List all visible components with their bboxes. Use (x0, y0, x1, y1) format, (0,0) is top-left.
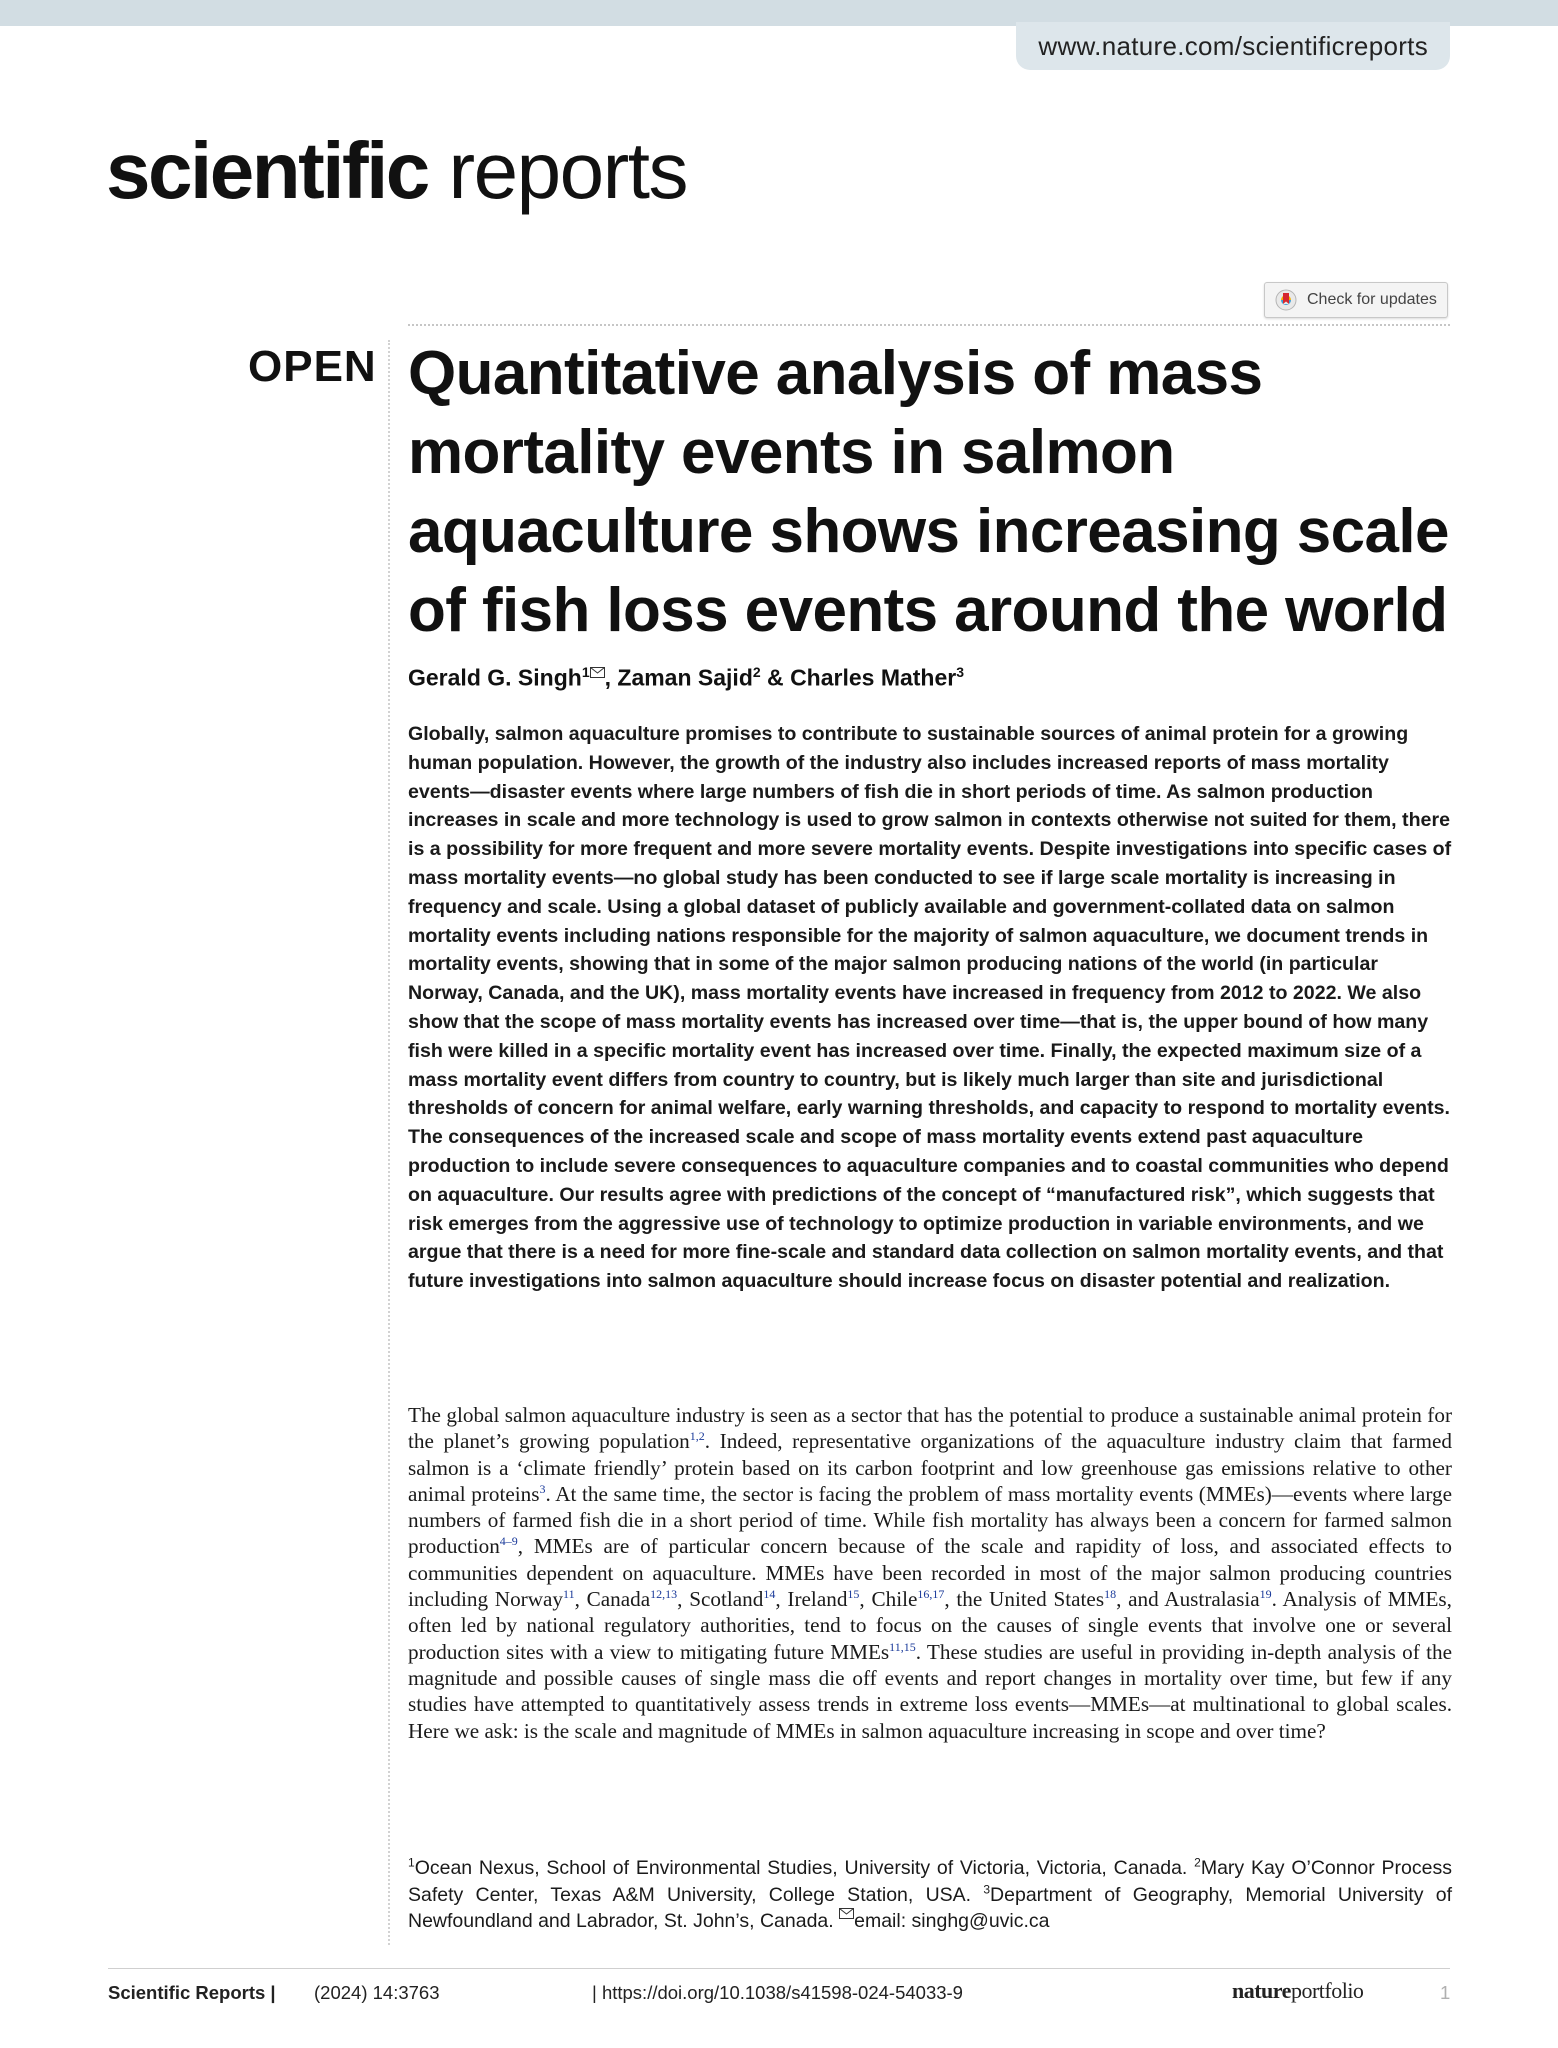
text-run: , and Australasia (1116, 1587, 1260, 1612)
author-name[interactable]: Charles Mather (790, 664, 957, 691)
journal-logo-bold: scientific (106, 126, 428, 215)
citation-ref[interactable]: 1,2 (689, 1429, 705, 1444)
email-icon (590, 667, 605, 678)
text-run: . At the same time, the sector is facing the problem of mass mortality events (MMEs)—events where large numbers of farmed fish die in a short period of time. While fish mortality has always been a concern for farmed salmon production (408, 1481, 1452, 1559)
open-access-label: OPEN (248, 342, 377, 391)
citation-ref[interactable]: 3 (539, 1481, 546, 1496)
author-name[interactable]: Zaman Sajid (617, 664, 753, 691)
text-run: Ocean Nexus, School of Environmental Studies, University of Victoria, Victoria, Canada. (414, 1857, 1195, 1879)
text-run: , Scotland (677, 1587, 764, 1612)
check-for-updates-button[interactable] (1264, 282, 1448, 318)
citation-ref[interactable]: 15 (847, 1587, 860, 1602)
text-run: , Chile (859, 1587, 918, 1612)
citation-ref[interactable]: 19 (1259, 1587, 1272, 1602)
affiliation-ref: 3 (956, 664, 965, 680)
text-run: . These studies are useful in providing in-depth analysis of the magnitude and possible causes of single mass die off events and report changes in mortality over time, but few if any studies have attempted to quantitatively assess trends in extreme loss events—MMEs—at multinational to global scales. Here we ask: is the scale and magnitude of MMEs in salmon aquaculture increasing in scope and over time? (408, 1639, 1452, 1743)
affiliations (408, 1855, 1452, 1935)
introduction-paragraph (408, 1402, 1452, 1744)
article-title: Quantitative analysis of mass mortality events in salmon aquaculture shows increasing scale of fish loss events around the world (408, 339, 1449, 645)
text-run: . Analysis of MMEs, often led by national regulatory authorities, tend to focus on the causes of single events that involve one or several production sites with a view to mitigating future MMEs (408, 1587, 1452, 1664)
email-icon (839, 1908, 854, 1919)
journal-logo[interactable] (106, 126, 687, 216)
author-name[interactable]: Gerald G. Singh (408, 664, 582, 691)
citation-ref[interactable]: 4–9 (499, 1534, 518, 1549)
citation-ref[interactable]: 12,13 (650, 1587, 678, 1602)
text-run: . Indeed, representative organizations of the aquaculture industry claim that farmed salmon is a ‘climate friendly’ protein based on its carbon footprint and low greenhouse gas emissions relative to other animal proteins (408, 1429, 1452, 1506)
crossmark-icon (1275, 289, 1297, 311)
text-run: The global salmon aquaculture industry is seen as a sector that has the potential to produce a sustainable animal protein for the planet’s growing population (408, 1403, 1452, 1454)
text-run: , MMEs are of particular concern because of the scale and rapidity of loss, and associated effects to communities dependent on aquaculture. MMEs have been recorded in most of the major salmon producing countries including Norway (408, 1534, 1452, 1612)
footer-doi-link[interactable]: | https://doi.org/10.1038/s41598-024-54033-9 (592, 1982, 963, 2003)
footer-volume: (2024) 14:3763 (314, 1982, 440, 2003)
abstract: Globally, salmon aquaculture promises to contribute to sustainable sources of animal protein for a growing human population. However, the growth of the industry also includes increased reports of mass mortality events—disaster events where large numbers of fish die in short periods of time. As salmon production increases in scale and more technology is used to grow salmon in contexts otherwise not suited for them, there is a possibility for more frequent and more severe mortality events. Despite investigations into specific cases of mass mortality events—no global study has been conducted to see if large scale mortality is increasing in frequency and scale. Using a global dataset of publicly available and government-collated data on salmon mortality events including nations responsible for the majority of salmon aquaculture, we document trends in mortality events, showing that in some of the major salmon producing nations of the world (in particular Norway, Canada, and the UK), mass mortality events have increased in frequency from 2012 to 2022. We also show that the scope of mass mortality events has increased over time—that is, the upper bound of how many fish were killed in a specific mortality event has increased over time. Finally, the expected maximum size of a mass mortality event differs from country to country, but is likely much larger than site and jurisdictional thresholds of concern for animal welfare, early warning thresholds, and capacity to respond to mortality events. The consequences of the increased scale and scope of mass mortality events extend past aquaculture production to include severe consequences to aquaculture companies and to coastal communities who depend on aquaculture. Our results agree with predictions of the concept of “manufactured risk”, which suggests that risk emerges from the aggressive use of technology to optimize production in variable environments, and we argue that there is a need for more fine-scale and standard data collection on salmon mortality events, and that future investigations into salmon aquaculture should increase focus on disaster potential and realization. (408, 723, 1452, 1293)
citation-ref[interactable]: 18 (1104, 1587, 1117, 1602)
journal-url-link[interactable]: www.nature.com/scientificreports (1016, 22, 1450, 70)
publisher-logo[interactable] (1232, 1978, 1363, 2004)
text-run: Mary Kay O’Connor Process Safety Center, Texas A&M University, College Station, USA. (408, 1857, 1452, 1906)
footer-divider (108, 1968, 1450, 1969)
publisher-logo-b: portfolio (1290, 1978, 1364, 2003)
text-run: , Ireland (775, 1587, 848, 1612)
page-number: 1 (1440, 1982, 1451, 2003)
margin-divider (388, 340, 390, 1945)
citation-ref[interactable]: 16,17 (917, 1587, 945, 1602)
footer-journal: Scientific Reports | (108, 1982, 276, 2003)
header-divider (408, 324, 1450, 326)
affiliation-marker: 2 (1194, 1855, 1201, 1870)
author-separator: , (604, 664, 618, 691)
text-run: email: singhg@uvic.ca (854, 1910, 1050, 1932)
affiliation-ref: 1 (581, 664, 590, 680)
author-separator: & (760, 664, 791, 691)
affiliation-marker: 1 (408, 1855, 415, 1870)
affiliation-marker: 3 (983, 1882, 991, 1896)
check-for-updates-label: Check for updates (1307, 291, 1437, 308)
citation-ref[interactable]: 11,15 (889, 1639, 916, 1654)
author-list (408, 664, 964, 692)
publisher-logo-a: nature (1232, 1978, 1291, 2003)
journal-logo-light: reports (448, 126, 688, 215)
text-run: , Canada (574, 1587, 651, 1612)
affiliation-ref: 2 (752, 664, 761, 680)
citation-ref[interactable]: 11 (563, 1587, 575, 1602)
text-run: , the United States (944, 1587, 1105, 1612)
text-run: Department of Geography, Memorial University of Newfoundland and Labrador, St. John’s, Canada. (408, 1883, 1452, 1932)
citation-ref[interactable]: 14 (763, 1587, 776, 1602)
